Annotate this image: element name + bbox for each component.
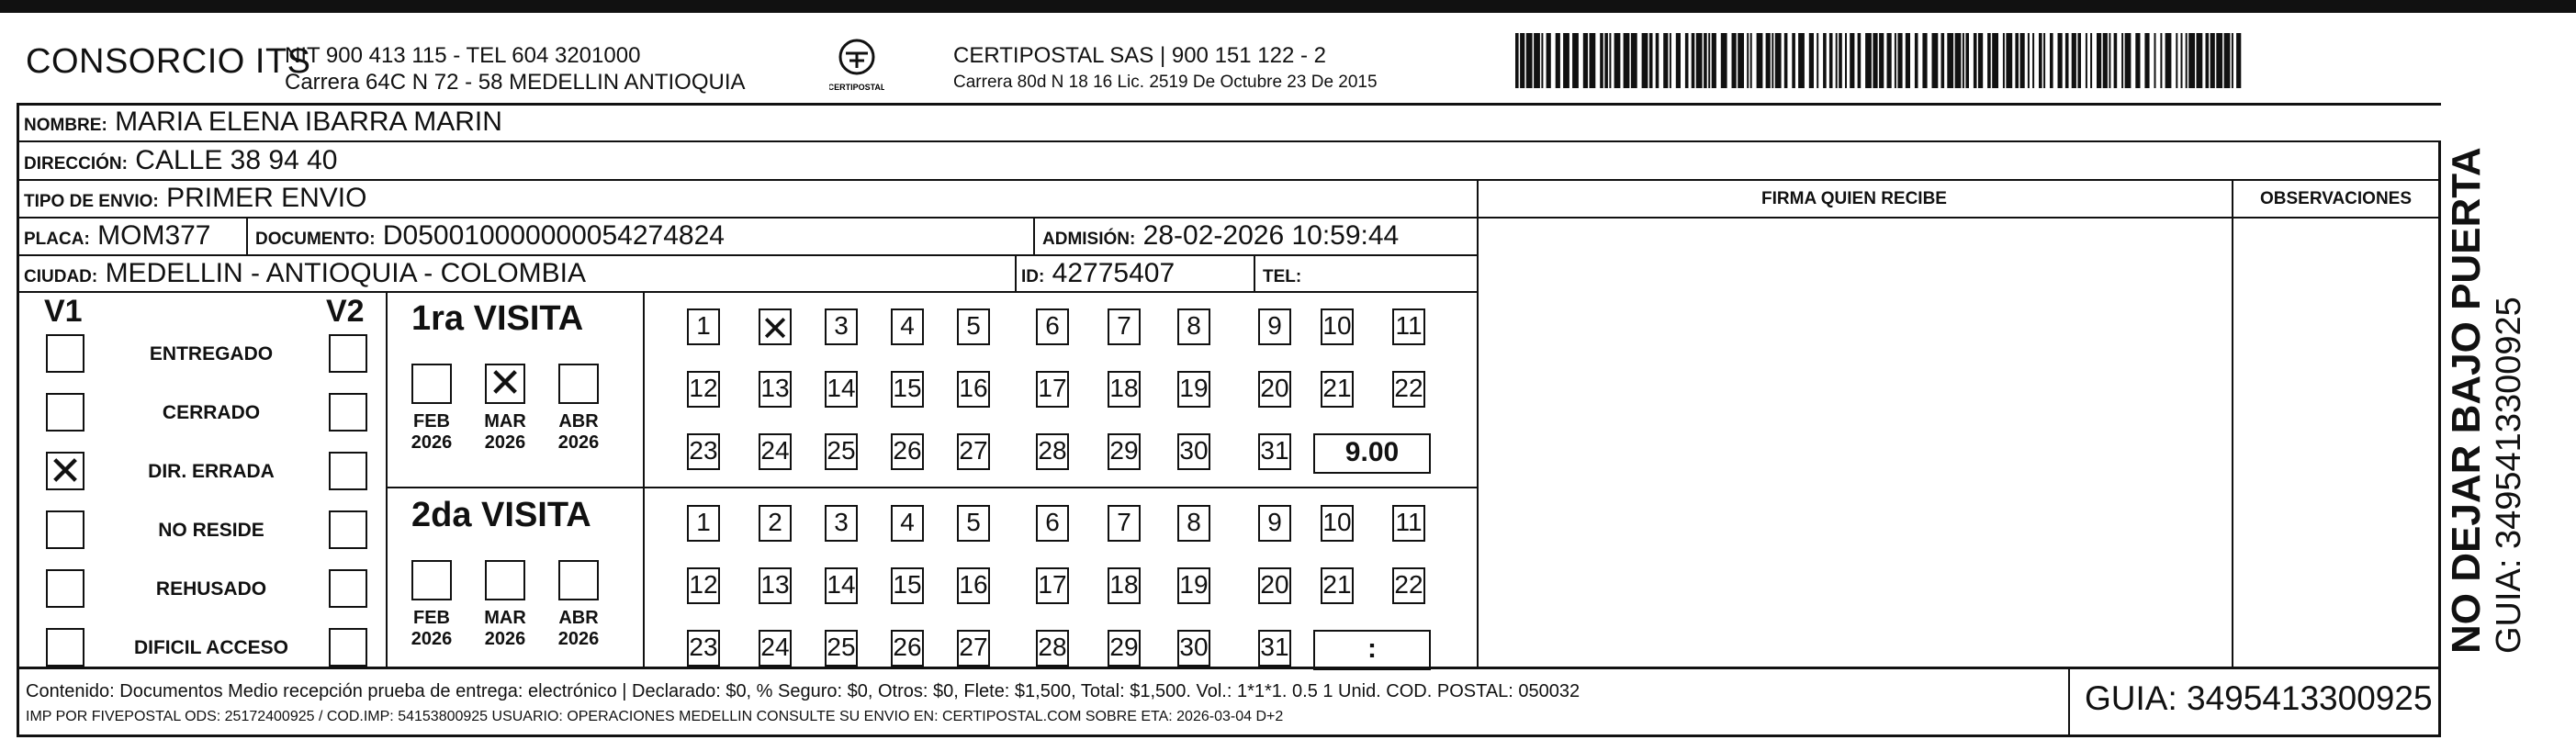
day-box[interactable]: 29 (1108, 433, 1141, 470)
day-box[interactable]: 14 (825, 371, 858, 408)
day-box[interactable]: 3 (825, 505, 858, 542)
day-box[interactable]: 27 (957, 630, 990, 667)
day-box[interactable]: 24 (759, 433, 792, 470)
tel-divider (1254, 255, 1255, 292)
send-type-value: PRIMER ENVIO (166, 183, 367, 213)
status-label: CERRADO (162, 402, 261, 423)
month-label (404, 608, 459, 650)
carrier-info (953, 42, 1378, 95)
company-address: Carrera 64C N 72 - 58 MEDELLIN ANTIOQUIA (285, 70, 746, 95)
logo-caption: CERTIPOSTAL (829, 83, 884, 92)
month-label (478, 411, 533, 454)
observations-column-header: OBSERVACIONES (2259, 189, 2413, 208)
v1-checkbox[interactable] (46, 628, 84, 667)
day-box[interactable]: 31 (1258, 630, 1291, 667)
id-divider (1015, 255, 1017, 292)
name-field (24, 108, 502, 140)
month-year: 2026 (484, 629, 526, 649)
observations-col-divider (2232, 180, 2233, 667)
day-box[interactable]: 5 (957, 308, 990, 345)
month-name: ABR (558, 411, 599, 432)
day-box[interactable]: 18 (1108, 567, 1141, 604)
phone-label: TEL: (1263, 267, 1302, 286)
table-bottom-border (17, 667, 2441, 669)
v1-checkbox[interactable] (46, 569, 84, 608)
row-divider-5 (17, 291, 1477, 293)
signature-area[interactable] (1480, 220, 2230, 665)
day-box[interactable]: 20 (1258, 371, 1291, 408)
footer-bottom-border (17, 734, 2441, 737)
day-box[interactable]: 19 (1177, 371, 1210, 408)
day-box[interactable]: 26 (891, 630, 924, 667)
v2-checkbox[interactable] (329, 628, 367, 667)
day-box[interactable]: 26 (891, 433, 924, 470)
signature-col-divider (1477, 180, 1479, 667)
send-type-label: TIPO DE ENVIO: (24, 192, 159, 211)
license-line: Carrera 80d N 18 16 Lic. 2519 De Octubre 23 De 2015 (953, 73, 1378, 92)
footer-guia-number: GUIA: 3495413300925 (2085, 679, 2433, 717)
day-box[interactable]: 23 (687, 630, 720, 667)
document-value: D050010000000054274824 (382, 220, 725, 251)
day-box[interactable]: 29 (1108, 630, 1141, 667)
visit-col-divider (643, 292, 645, 667)
no-slip-warning: NO DEJAR BAJO PUERTA (2444, 147, 2489, 654)
day-box[interactable]: 5 (957, 505, 990, 542)
city-label: CIUDAD: (24, 267, 98, 286)
day-box[interactable]: 1 (687, 308, 720, 345)
day-box[interactable]: 13 (759, 567, 792, 604)
admission-divider (1033, 218, 1035, 254)
plate-divider (246, 218, 248, 254)
status-label: REHUSADO (155, 578, 267, 600)
day-box[interactable]: 17 (1036, 567, 1069, 604)
day-box[interactable]: 24 (759, 630, 792, 667)
send-type-field (24, 185, 366, 216)
x-mark-icon: ✕ (760, 308, 790, 349)
side-vertical-text (2445, 140, 2529, 654)
v2-checkbox[interactable] (329, 569, 367, 608)
document-label: DOCUMENTO: (255, 230, 376, 249)
footer-right-border (2438, 667, 2441, 737)
day-box[interactable]: 10 (1321, 308, 1354, 345)
status-label: DIR. ERRADA (148, 461, 275, 482)
v1-checkbox[interactable] (46, 510, 84, 549)
day-box[interactable]: 13 (759, 371, 792, 408)
plate-label: PLACA: (24, 230, 90, 249)
day-box[interactable]: 10 (1321, 505, 1354, 542)
month-year: 2026 (411, 432, 453, 453)
top-border-strip (0, 0, 2576, 13)
day-box[interactable]: 27 (957, 433, 990, 470)
status-label: DIFICIL ACCESO (133, 637, 288, 658)
day-box[interactable]: 22 (1392, 371, 1425, 408)
row-divider-1 (17, 140, 2441, 142)
day-box[interactable]: 12 (687, 567, 720, 604)
admission-label: ADMISIÓN: (1042, 230, 1136, 249)
month-year: 2026 (557, 629, 600, 649)
day-box[interactable]: 15 (891, 371, 924, 408)
day-box[interactable]: 25 (825, 630, 858, 667)
day-box[interactable]: 17 (1036, 371, 1069, 408)
month-name: FEB (413, 411, 450, 432)
month-year: 2026 (411, 629, 453, 649)
day-box[interactable]: 2 (759, 505, 792, 542)
v1-checkbox[interactable] (46, 334, 84, 373)
month-label (478, 608, 533, 650)
day-box[interactable]: 31 (1258, 433, 1291, 470)
day-box[interactable]: 8 (1177, 308, 1210, 345)
day-box[interactable]: 30 (1177, 630, 1210, 667)
plate-value: MOM377 (97, 220, 211, 251)
id-label: ID: (1021, 267, 1045, 286)
day-box[interactable]: 9 (1258, 308, 1291, 345)
month-year: 2026 (484, 432, 526, 453)
day-box[interactable]: 15 (891, 567, 924, 604)
admission-field (1042, 222, 1399, 253)
day-box[interactable]: 23 (687, 433, 720, 470)
day-box[interactable]: 8 (1177, 505, 1210, 542)
company-name: CONSORCIO ITS (26, 42, 311, 81)
table-right-border (2438, 142, 2441, 667)
month-checkbox[interactable] (411, 364, 452, 404)
day-box[interactable]: 11 (1392, 308, 1425, 345)
month-name: ABR (558, 608, 599, 628)
month-checkbox[interactable] (485, 560, 525, 600)
day-box[interactable]: 21 (1321, 567, 1354, 604)
day-box[interactable]: 19 (1177, 567, 1210, 604)
footer-guia-divider (2068, 667, 2070, 737)
company-info (285, 42, 746, 95)
day-box[interactable]: 12 (687, 371, 720, 408)
month-name: MAR (484, 608, 526, 628)
observations-area[interactable] (2235, 220, 2436, 665)
day-box[interactable]: 21 (1321, 371, 1354, 408)
day-box[interactable] (759, 308, 792, 349)
table-top-border (17, 103, 2441, 106)
address-label: DIRECCIÓN: (24, 154, 128, 174)
day-box[interactable]: 16 (957, 371, 990, 408)
v1-checkbox[interactable] (46, 393, 84, 432)
barcode (1515, 33, 2250, 88)
month-checkbox[interactable] (485, 360, 525, 407)
time-box[interactable]: 9.00 (1313, 433, 1431, 474)
v2-checkbox[interactable] (329, 452, 367, 490)
status-label: ENTREGADO (149, 343, 274, 364)
day-box[interactable]: 25 (825, 433, 858, 470)
document-field (255, 222, 725, 253)
day-box[interactable]: 11 (1392, 505, 1425, 542)
day-box[interactable]: 4 (891, 505, 924, 542)
row-divider-2 (17, 179, 2441, 181)
v2-header: V2 (326, 294, 365, 329)
day-box[interactable]: 18 (1108, 371, 1141, 408)
status-label: NO RESIDE (158, 520, 264, 541)
visit-title: 1ra VISITA (411, 299, 584, 338)
v2-checkbox[interactable] (329, 393, 367, 432)
address-value: CALLE 38 94 40 (135, 145, 338, 175)
signature-column-header: FIRMA QUIEN RECIBE (1761, 189, 1947, 208)
city-field (24, 260, 586, 291)
id-value: 42775407 (1052, 258, 1176, 288)
side-guia-number: GUIA: 3495413300925 (2490, 297, 2528, 654)
address-field (24, 147, 337, 178)
month-checkbox[interactable] (558, 364, 599, 404)
plate-field (24, 222, 211, 253)
day-box[interactable]: 7 (1108, 505, 1141, 542)
carrier-line: CERTIPOSTAL SAS | 900 151 122 - 2 (953, 43, 1326, 68)
day-box[interactable]: 3 (825, 308, 858, 345)
month-checkbox[interactable] (558, 560, 599, 600)
day-box[interactable]: 22 (1392, 567, 1425, 604)
print-info-line: IMP POR FIVEPOSTAL ODS: 25172400925 / COD.IMP: 54153800925 USUARIO: OPERACIONES MEDELLIN CONSULTE SU ENVIO EN: CERTIPOSTAL.COM SOBRE ETA: 2026-03-04 D+2 (26, 709, 1284, 724)
time-box[interactable]: : (1313, 630, 1431, 670)
month-year: 2026 (557, 432, 600, 453)
certipostal-logo-icon (829, 37, 884, 95)
id-field (1021, 260, 1175, 291)
name-value: MARIA ELENA IBARRA MARIN (115, 107, 502, 137)
month-checkbox[interactable] (411, 560, 452, 600)
day-box[interactable]: 7 (1108, 308, 1141, 345)
month-name: MAR (484, 411, 526, 432)
month-label (404, 411, 459, 454)
v2-checkbox[interactable] (329, 334, 367, 373)
v1-checkbox[interactable] (46, 448, 84, 495)
day-box[interactable]: 9 (1258, 505, 1291, 542)
v2-checkbox[interactable] (329, 510, 367, 549)
day-box[interactable]: 20 (1258, 567, 1291, 604)
footer-left-border (17, 667, 19, 737)
visit-title: 2da VISITA (411, 496, 591, 534)
day-box[interactable]: 28 (1036, 630, 1069, 667)
month-label (551, 608, 606, 650)
day-box[interactable]: 1 (687, 505, 720, 542)
x-mark-icon: ✕ (488, 360, 523, 407)
month-label (551, 411, 606, 454)
contents-line: Contenido: Documentos Medio recepción prueba de entrega: electrónico | Declarado: $0, % Seguro: $0, Otros: $0, Flete: $1,500, Total: $1,500. Vol.: 1*1*1. 0.5 1 Unid. COD. POSTAL: 050032 (26, 681, 1580, 701)
name-label: NOMBRE: (24, 116, 107, 135)
month-name: FEB (413, 608, 450, 628)
day-box[interactable]: 4 (891, 308, 924, 345)
day-box[interactable]: 6 (1036, 308, 1069, 345)
day-box[interactable]: 6 (1036, 505, 1069, 542)
city-value: MEDELLIN - ANTIOQUIA - COLOMBIA (105, 258, 586, 288)
nit-line: NIT 900 413 115 - TEL 604 3201000 (285, 43, 641, 68)
x-mark-icon: ✕ (48, 448, 83, 495)
day-box[interactable]: 14 (825, 567, 858, 604)
row-divider-6 (386, 487, 1477, 488)
admission-value: 28-02-2026 10:59:44 (1142, 220, 1400, 251)
day-box[interactable]: 30 (1177, 433, 1210, 470)
v1-header: V1 (44, 294, 83, 329)
row-divider-4 (17, 254, 1477, 256)
day-box[interactable]: 28 (1036, 433, 1069, 470)
status-col-divider (386, 292, 388, 667)
colhead-underline (1477, 217, 2441, 219)
day-box[interactable]: 16 (957, 567, 990, 604)
phone-field (1263, 260, 1301, 291)
table-left-border (17, 103, 19, 667)
